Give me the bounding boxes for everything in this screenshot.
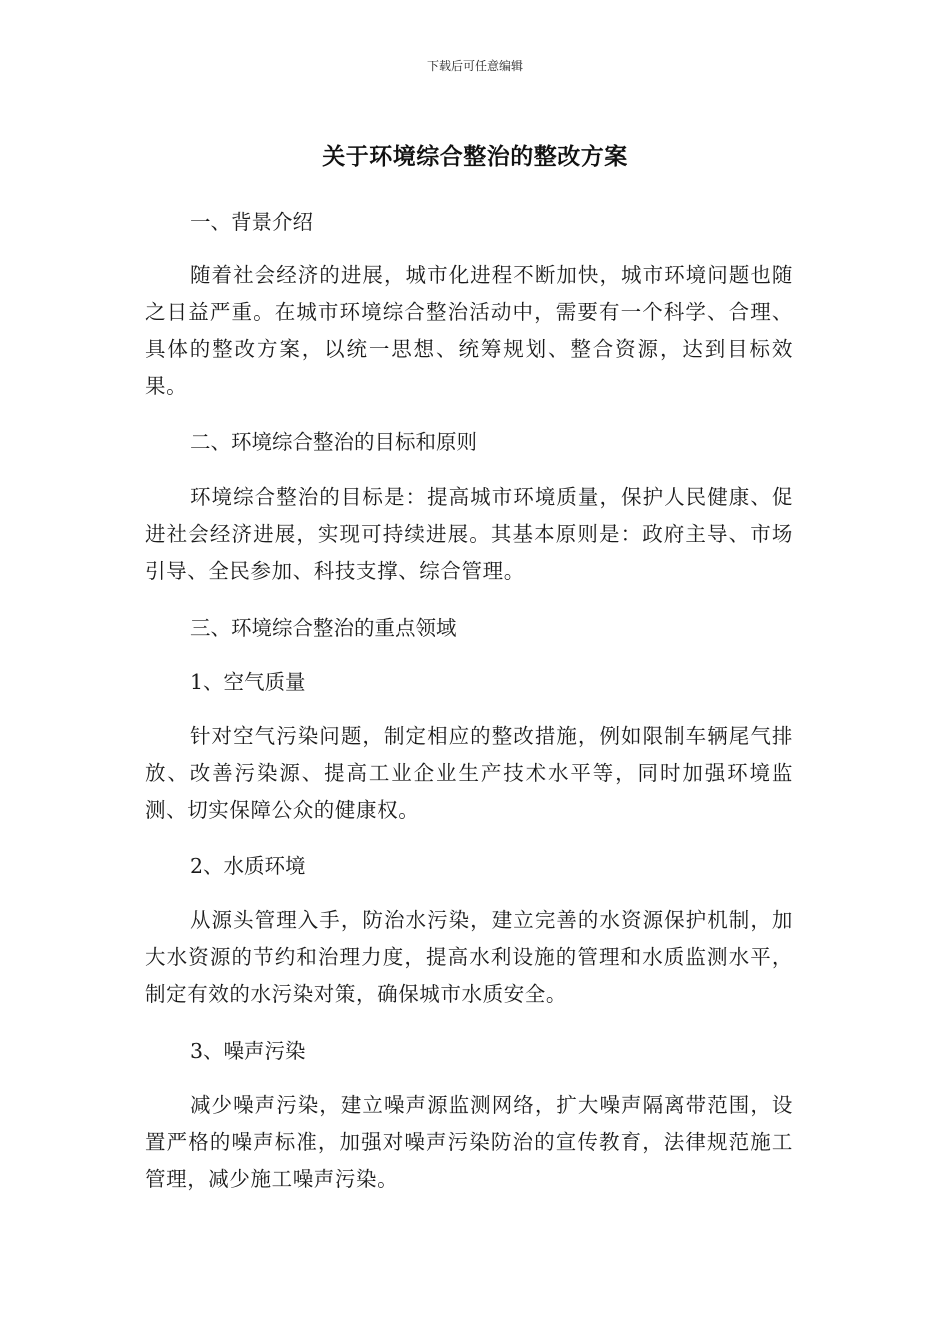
subsection-heading-noise-pollution: 3、噪声污染	[190, 1039, 306, 1063]
paragraph-noise-pollution: 减少噪声污染，建立噪声源监测网络，扩大噪声隔离带范围，设置严格的噪声标准，加强对噪声污染防治的宣传教育，法律规范施工管理，减少施工噪声污染。	[145, 1093, 793, 1191]
section-1-body	[145, 257, 793, 405]
subsection-heading-water-quality: 2、水质环境	[190, 854, 306, 878]
paragraph-water-quality: 从源头管理入手，防治水污染，建立完善的水资源保护机制，加大水资源的节约和治理力度，提高水利设施的管理和水质监测水平，制定有效的水污染对策，确保城市水质安全。	[145, 908, 793, 1006]
paragraph-air-quality: 针对空气污染问题，制定相应的整改措施，例如限制车辆尾气排放、改善污染源、提高工业企业生产技术水平等，同时加强环境监测、切实保障公众的健康权。	[145, 724, 793, 822]
header-note: 下载后可任意编辑	[426, 59, 523, 73]
section-2	[145, 424, 793, 461]
subsection-3-body	[145, 1087, 793, 1198]
paragraph-background: 随着社会经济的进展，城市化进程不断加快，城市环境问题也随之日益严重。在城市环境综合整治活动中，需要有一个科学、合理、具体的整改方案，以统一思想、统筹规划、整合资源，达到目标效果。	[145, 263, 793, 398]
subsection-2-body	[145, 902, 793, 1013]
section-heading-background: 一、背景介绍	[190, 210, 313, 234]
subsection-2	[145, 848, 793, 885]
subsection-3	[145, 1033, 793, 1070]
section-2-body	[145, 479, 793, 590]
section-1	[145, 204, 793, 241]
subsection-heading-air-quality: 1、空气质量	[190, 670, 306, 694]
section-3	[145, 610, 793, 647]
document-title: 关于环境综合整治的整改方案	[322, 144, 628, 170]
section-heading-key-areas: 三、环境综合整治的重点领域	[190, 616, 457, 640]
paragraph-goals-principles: 环境综合整治的目标是：提高城市环境质量，保护人民健康、促进社会经济进展，实现可持续进展。其基本原则是：政府主导、市场引导、全民参加、科技支撑、综合管理。	[145, 485, 793, 583]
section-heading-goals-principles: 二、环境综合整治的目标和原则	[190, 430, 477, 454]
subsection-1	[145, 664, 793, 701]
subsection-1-body	[145, 718, 793, 829]
